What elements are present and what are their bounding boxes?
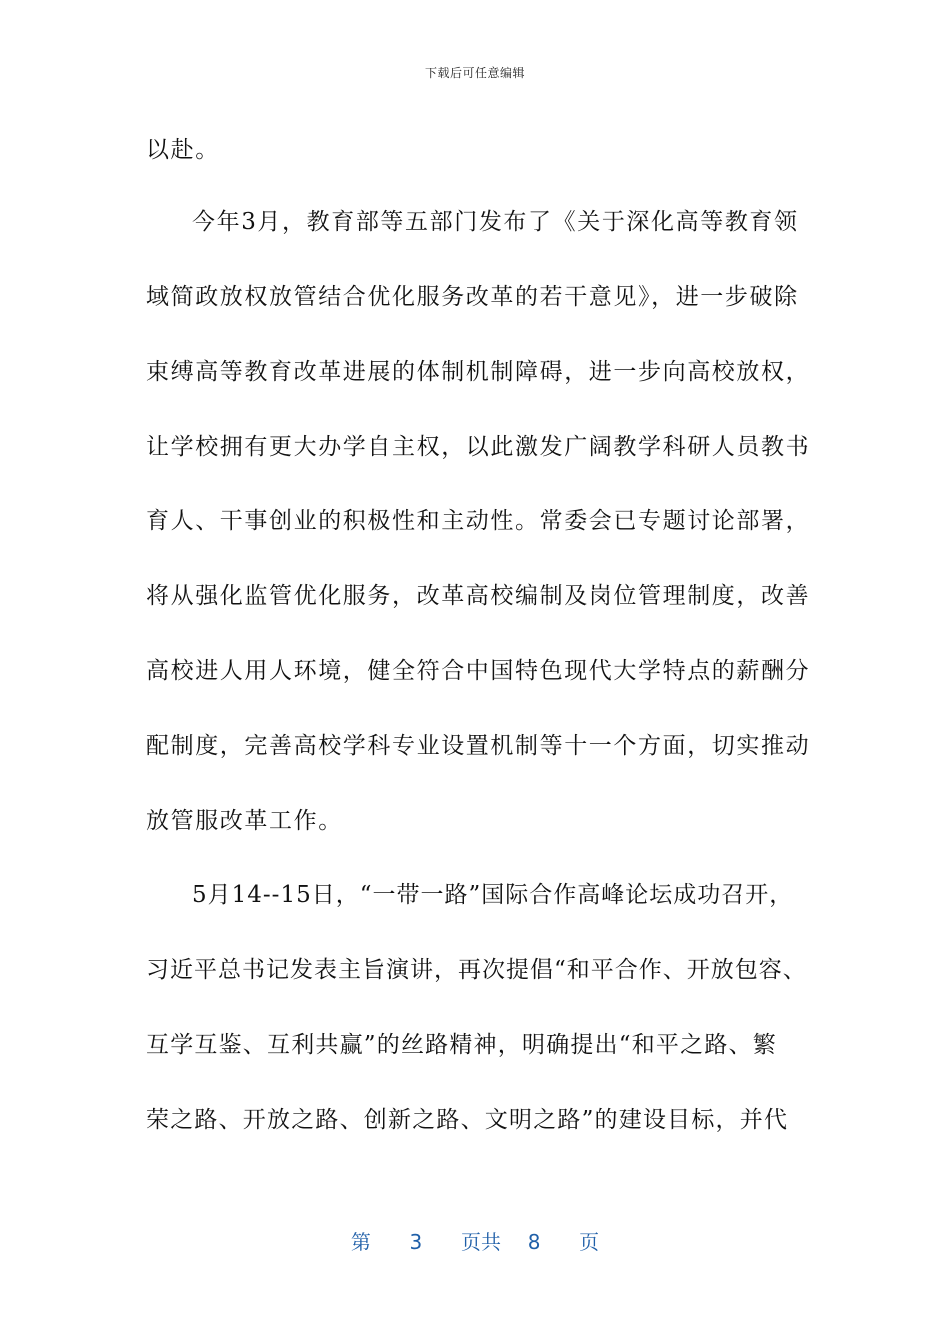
body-line: 荣之路、开放之路、创新之路、文明之路”的建设目标，并代 bbox=[146, 1107, 789, 1133]
current-page-number: 3 bbox=[409, 1230, 423, 1254]
body-line: 放管服改革工作。 bbox=[146, 808, 343, 834]
body-line: 域简政放权放管结合优化服务改革的若干意见》，进一步破除 bbox=[146, 284, 799, 310]
body-line: 束缚高等教育改革进展的体制机制障碍，进一步向高校放权， bbox=[146, 359, 811, 385]
body-line: 以赴。 bbox=[146, 137, 220, 163]
body-line: 育人、干事创业的积极性和主动性。常委会已专题讨论部署， bbox=[146, 508, 811, 534]
total-pages-number: 8 bbox=[527, 1230, 541, 1254]
body-line: 习近平总书记发表主旨演讲，再次提倡“和平合作、开放包容、 bbox=[146, 957, 807, 983]
footer-suffix: 页 bbox=[579, 1230, 600, 1254]
body-line: 让学校拥有更大办学自主权，以此激发广阔教学科研人员教书 bbox=[146, 434, 811, 460]
header-note: 下载后可任意编辑 bbox=[424, 66, 525, 80]
page-number-footer bbox=[0, 1226, 950, 1255]
body-line: 高校进人用人环境，健全符合中国特色现代大学特点的薪酬分 bbox=[146, 658, 811, 684]
footer-middle: 页共 bbox=[461, 1230, 501, 1254]
paragraph-start-line: 今年3月，教育部等五部门发布了《关于深化高等教育领 bbox=[192, 209, 799, 235]
footer-prefix: 第 bbox=[350, 1230, 371, 1254]
body-line: 互学互鉴、互利共赢”的丝路精神，明确提出“和平之路、繁 bbox=[146, 1032, 777, 1058]
body-line: 配制度，完善高校学科专业设置机制等十一个方面，切实推动 bbox=[146, 733, 811, 759]
paragraph-start-line: 5月14--15日，“一带一路”国际合作高峰论坛成功召开， bbox=[192, 882, 794, 908]
body-line: 将从强化监管优化服务，改革高校编制及岗位管理制度，改善 bbox=[146, 583, 811, 609]
